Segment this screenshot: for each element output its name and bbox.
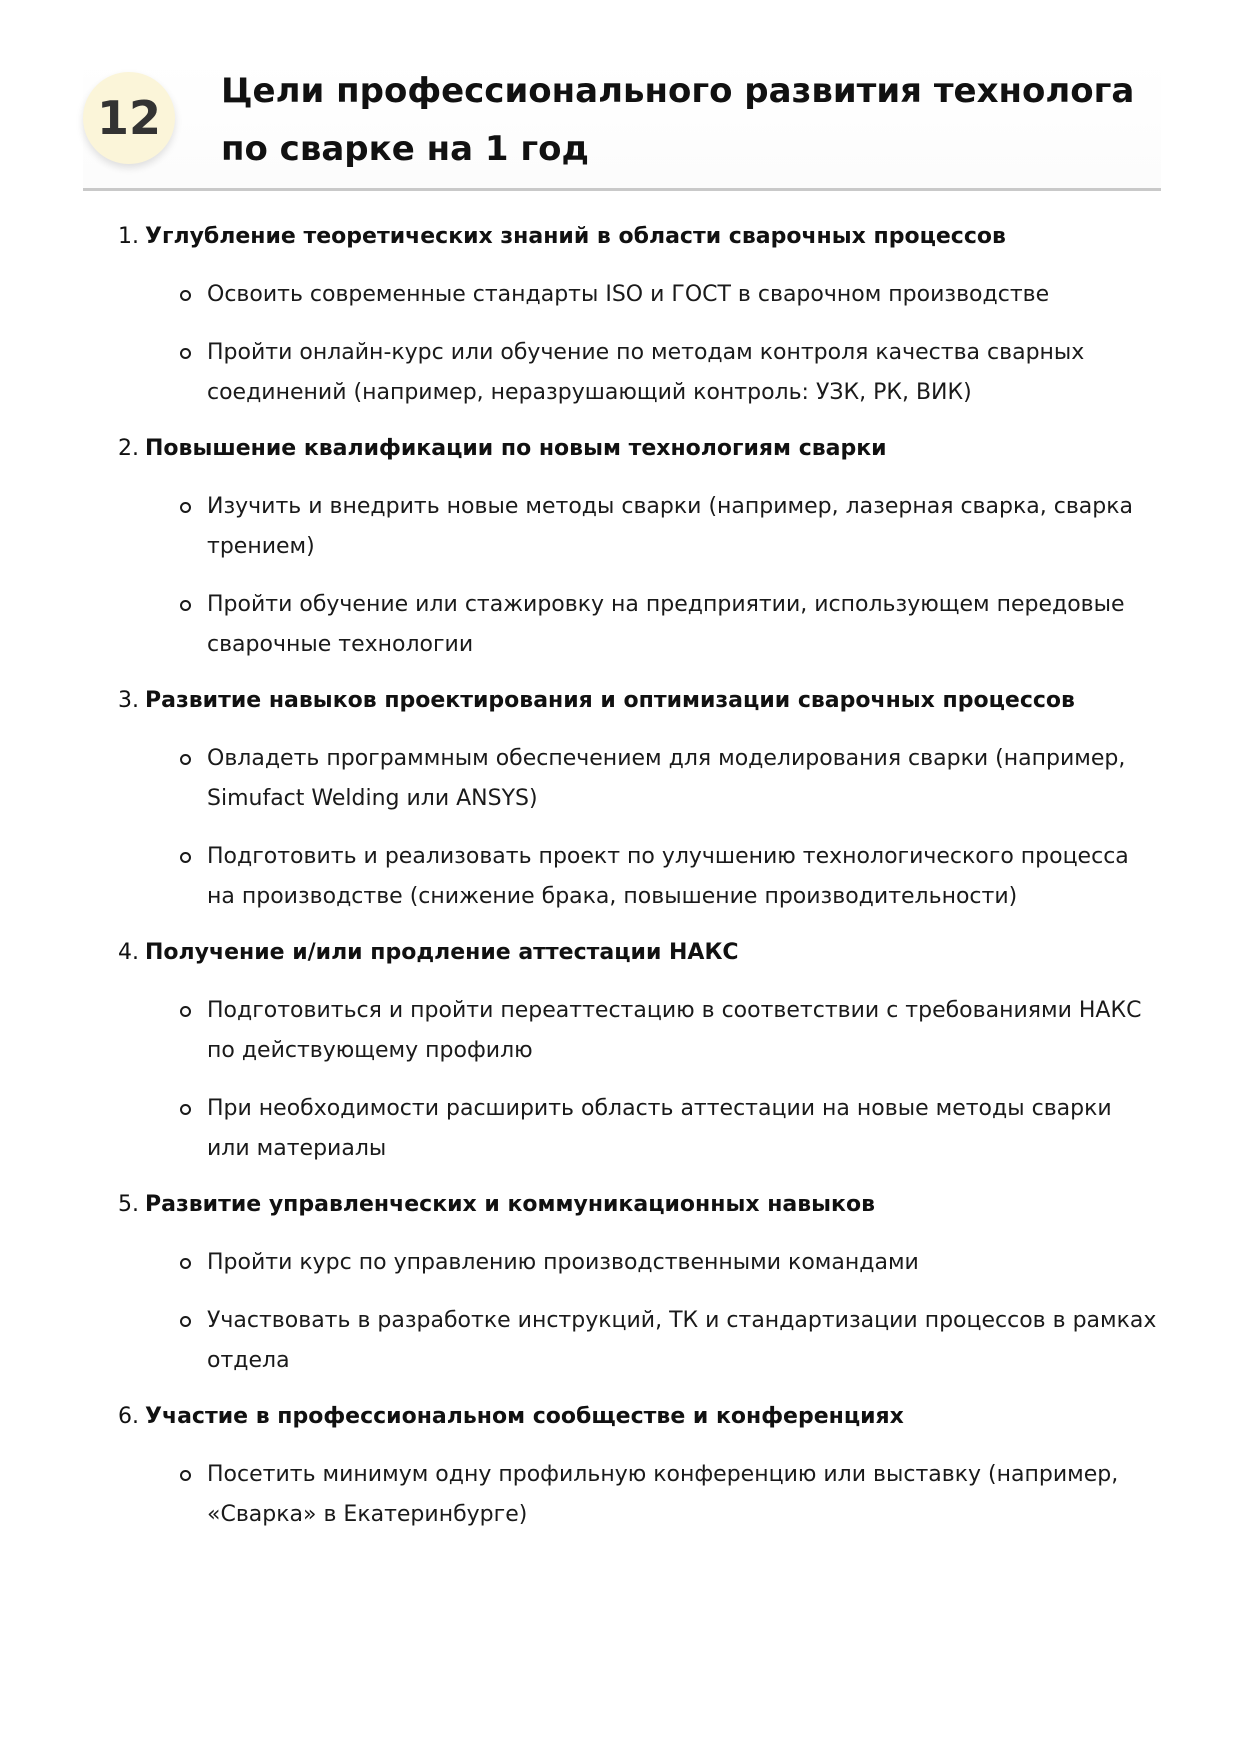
list-item (0, 1243, 1157, 1283)
list-item-text: Пройти обучение или стажировку на предприятии, использующем передовые сварочные технологии (207, 592, 1125, 657)
goal-subitems (0, 275, 1239, 413)
bullet-icon (180, 852, 191, 863)
goal-number: 5. (118, 1192, 139, 1217)
goal-subitems (0, 1455, 1239, 1535)
bullet-icon (180, 1104, 191, 1115)
goals-list (0, 222, 1239, 1535)
goal-item (0, 686, 1239, 917)
list-item-text: Подготовиться и пройти переаттестацию в соответствии с требованиями НАКС по действующему профилю (207, 998, 1142, 1063)
bullet-icon (180, 1006, 191, 1017)
list-item-text: Подготовить и реализовать проект по улучшению технологического процесса на производстве (снижение брака, повышение производительности) (207, 844, 1129, 909)
list-item (0, 487, 1157, 567)
list-item (0, 333, 1157, 413)
goal-item (0, 1402, 1239, 1535)
bullet-icon (180, 1258, 191, 1269)
goal-heading (0, 686, 1239, 716)
goal-item (0, 434, 1239, 665)
list-item (0, 991, 1157, 1071)
list-item-text: Пройти курс по управлению производственными командами (207, 1250, 919, 1275)
goal-number: 2. (118, 436, 139, 461)
list-item (0, 1089, 1157, 1169)
list-item (0, 275, 1157, 315)
list-item-text: Освоить современные стандарты ISO и ГОСТ в сварочном производстве (207, 282, 1050, 307)
list-item (0, 585, 1157, 665)
list-item (0, 1455, 1157, 1535)
goal-heading (0, 434, 1239, 464)
list-item (0, 837, 1157, 917)
goal-title: Развитие управленческих и коммуникационных навыков (145, 1192, 876, 1217)
goal-title: Углубление теоретических знаний в области сварочных процессов (145, 224, 1006, 249)
page-title: Цели профессионального развития технолога по сварке на 1 год (221, 71, 1135, 169)
goal-item (0, 938, 1239, 1169)
goal-heading (0, 1402, 1239, 1432)
list-item-text: Изучить и внедрить новые методы сварки (например, лазерная сварка, сварка трением) (207, 494, 1133, 559)
bullet-icon (180, 600, 191, 611)
list-item-text: Овладеть программным обеспечением для моделирования сварки (например, Simufact Welding или ANSYS) (207, 746, 1126, 811)
goal-item (0, 1190, 1239, 1381)
list-item-text: Посетить минимум одну профильную конференцию или выставку (например, «Сварка» в Екатеринбурге) (207, 1462, 1119, 1527)
goal-number: 3. (118, 688, 139, 713)
section-number-badge: 12 (83, 72, 175, 164)
bullet-icon (180, 348, 191, 359)
bullet-icon (180, 290, 191, 301)
goal-title: Повышение квалификации по новым технологиям сварки (145, 436, 887, 461)
goal-title: Развитие навыков проектирования и оптимизации сварочных процессов (145, 688, 1075, 713)
goal-number: 6. (118, 1404, 139, 1429)
bullet-icon (180, 754, 191, 765)
goal-number: 4. (118, 940, 139, 965)
goal-heading (0, 938, 1239, 968)
goal-item (0, 222, 1239, 413)
goal-title: Получение и/или продление аттестации НАКС (145, 940, 739, 965)
goal-subitems (0, 1243, 1239, 1381)
list-item-text: Пройти онлайн-курс или обучение по методам контроля качества сварных соединений (например, неразрушающий контроль: УЗК, РК, ВИК) (207, 340, 1085, 405)
goal-title: Участие в профессиональном сообществе и конференциях (145, 1404, 904, 1429)
list-item-text: При необходимости расширить область аттестации на новые методы сварки или материалы (207, 1096, 1112, 1161)
bullet-icon (180, 1470, 191, 1481)
section-header (83, 58, 1161, 191)
bullet-icon (180, 502, 191, 513)
goal-subitems (0, 991, 1239, 1169)
goal-number: 1. (118, 224, 139, 249)
goal-subitems (0, 487, 1239, 665)
goal-subitems (0, 739, 1239, 917)
list-item-text: Участвовать в разработке инструкций, ТК и стандартизации процессов в рамках отдела (207, 1308, 1157, 1373)
list-item (0, 1301, 1157, 1381)
goal-heading (0, 1190, 1239, 1220)
goal-heading (0, 222, 1239, 252)
list-item (0, 739, 1157, 819)
bullet-icon (180, 1316, 191, 1327)
